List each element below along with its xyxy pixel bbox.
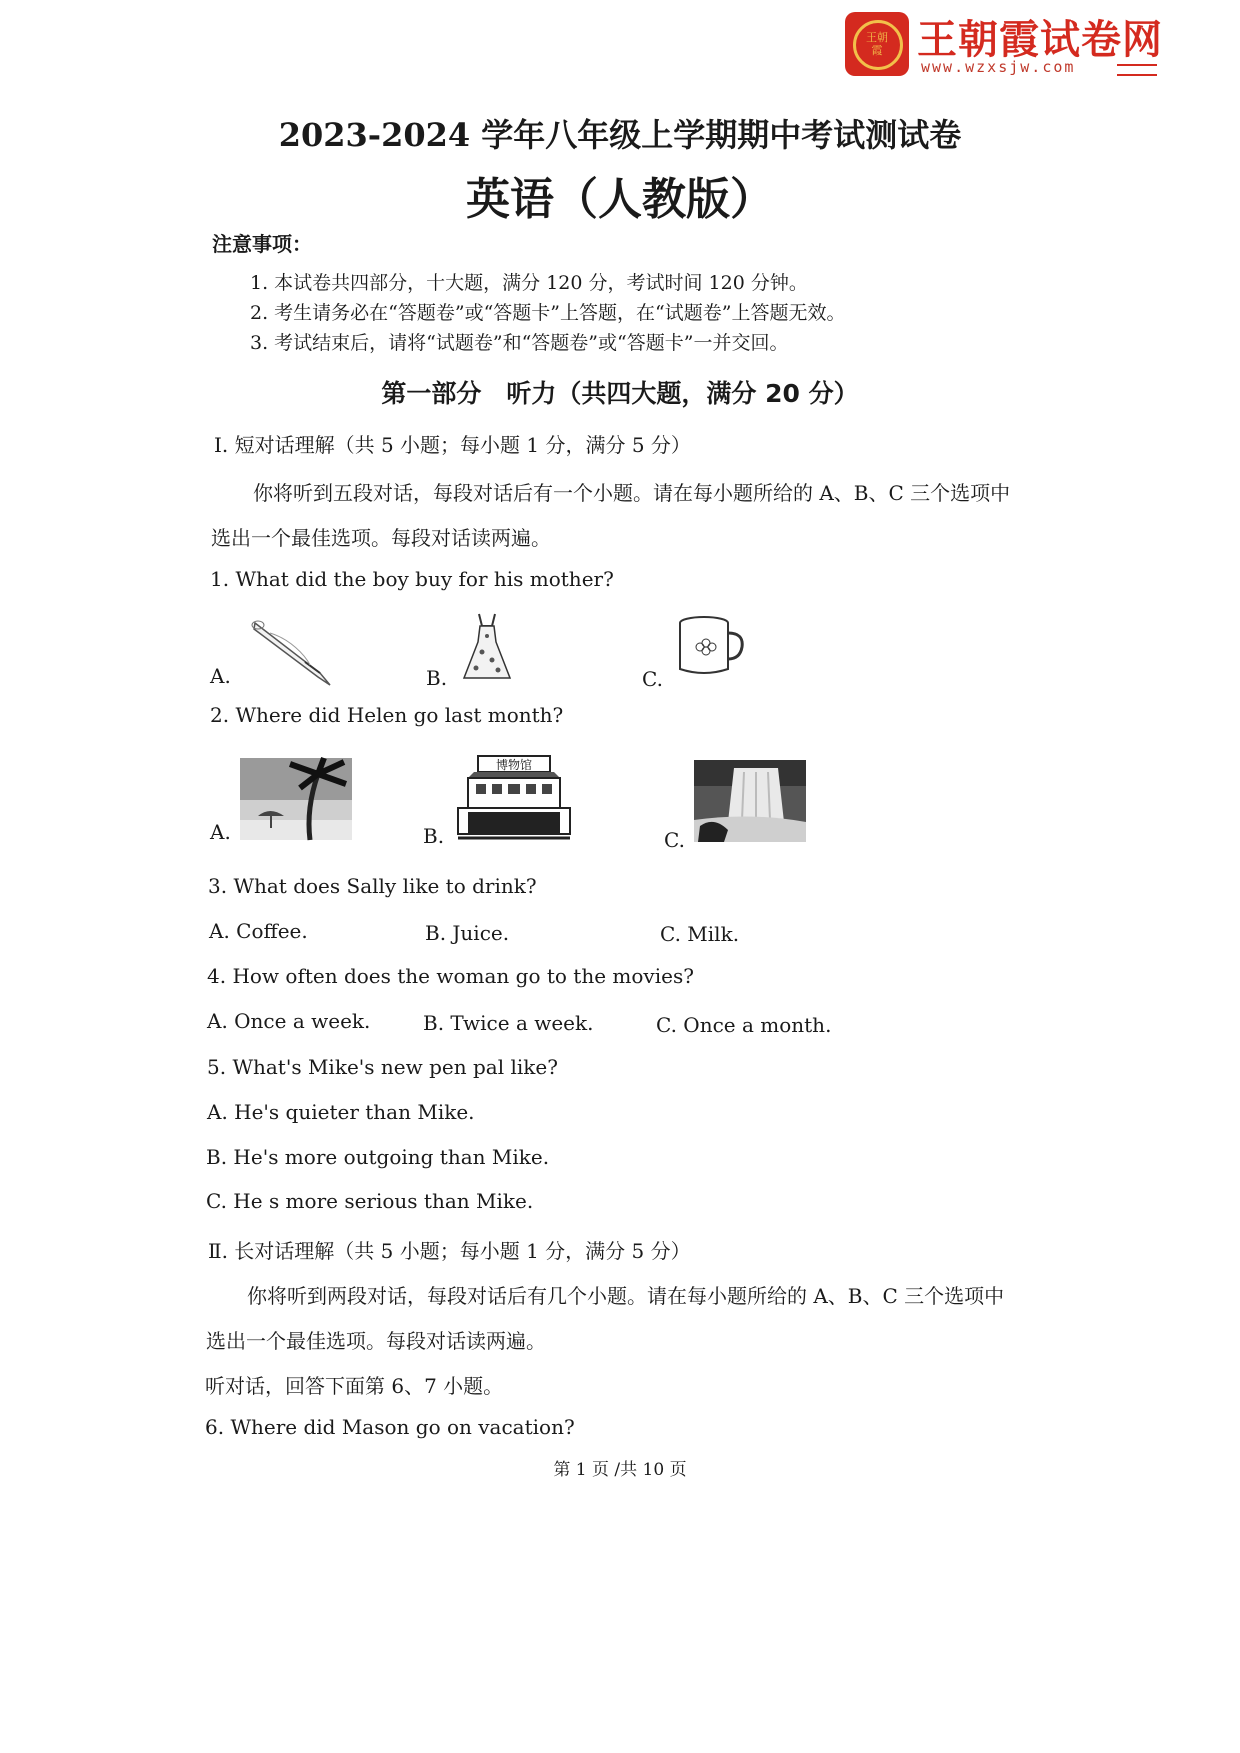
- q4-option-c: C. Once a month.: [656, 1013, 832, 1037]
- dress-icon: [462, 612, 512, 684]
- exam-title: 2023-2024 学年八年级上学期期中考试测试卷: [278, 116, 962, 154]
- section2-listen-prompt: 听对话，回答下面第 6、7 小题。: [205, 1374, 504, 1398]
- section2-instruction: 选出一个最佳选项。每段对话读两遍。: [206, 1329, 546, 1353]
- question-2: 2. Where did Helen go last month?: [210, 703, 564, 727]
- logo-name: 王朝霞试卷网: [917, 17, 1163, 63]
- q1-option-b-label: B.: [426, 666, 448, 690]
- q3-option-c: C. Milk.: [660, 922, 740, 946]
- q3-option-a: A. Coffee.: [209, 919, 308, 943]
- beach-icon: [240, 758, 352, 840]
- waterfall-icon: [694, 760, 806, 842]
- section1-title: Ⅰ. 短对话理解（共 5 小题；每小题 1 分，满分 5 分）: [214, 433, 691, 457]
- page-footer: 第 1 页 /共 10 页: [553, 1460, 687, 1480]
- notice-item: 3. 考试结束后，请将“试题卷”和“答题卷”或“答题卡”一并交回。: [250, 332, 789, 354]
- logo-badge-icon: [845, 12, 909, 76]
- notice-item: 2. 考生请务必在“答题卷”或“答题卡”上答题，在“试题卷”上答题无效。: [250, 302, 846, 324]
- site-logo: [845, 12, 1165, 76]
- question-3: 3. What does Sally like to drink?: [208, 874, 537, 898]
- question-4: 4. How often does the woman go to the movies?: [207, 964, 694, 988]
- section2-title: Ⅱ. 长对话理解（共 5 小题；每小题 1 分，满分 5 分）: [208, 1239, 691, 1263]
- q2-option-c-label: C.: [664, 828, 685, 852]
- q2-option-b-label: B.: [423, 824, 445, 848]
- question-6: 6. Where did Mason go on vacation?: [205, 1415, 575, 1439]
- pen-icon: [250, 615, 340, 690]
- q4-option-a: A. Once a week.: [207, 1009, 371, 1033]
- q1-option-a-label: A.: [210, 664, 231, 688]
- q2-option-a-label: A.: [210, 820, 231, 844]
- q3-option-b: B. Juice.: [425, 921, 510, 945]
- question-1: 1. What did the boy buy for his mother?: [210, 567, 614, 591]
- museum-sign-text: 博物馆: [495, 758, 533, 772]
- q5-option-c: C. He s more serious than Mike.: [206, 1189, 534, 1213]
- museum-icon: [454, 754, 574, 844]
- q1-option-c-label: C.: [642, 667, 663, 691]
- logo-decor-lines: [1117, 64, 1157, 76]
- exam-subtitle: 英语（人教版）: [466, 174, 774, 225]
- q5-option-a: A. He's quieter than Mike.: [207, 1100, 475, 1124]
- notice-heading: 注意事项：: [212, 232, 312, 256]
- section1-instruction: 你将听到五段对话，每段对话后有一个小题。请在每小题所给的 A、B、C 三个选项中: [253, 481, 1011, 505]
- question-5: 5. What's Mike's new pen pal like?: [207, 1055, 558, 1079]
- mug-icon: [676, 615, 746, 677]
- notice-item: 1. 本试卷共四部分，十大题，满分 120 分，考试时间 120 分钟。: [250, 272, 808, 294]
- q4-option-b: B. Twice a week.: [423, 1011, 594, 1035]
- logo-seal-text: 王朝霞: [866, 31, 888, 57]
- q5-option-b: B. He's more outgoing than Mike.: [206, 1145, 550, 1169]
- logo-url: www.wzxsjw.com: [921, 58, 1076, 76]
- part1-title: 第一部分 听力（共四大题，满分 20 分）: [381, 379, 859, 408]
- section2-instruction: 你将听到两段对话，每段对话后有几个小题。请在每小题所给的 A、B、C 三个选项中: [247, 1284, 1005, 1308]
- section1-instruction: 选出一个最佳选项。每段对话读两遍。: [211, 526, 551, 550]
